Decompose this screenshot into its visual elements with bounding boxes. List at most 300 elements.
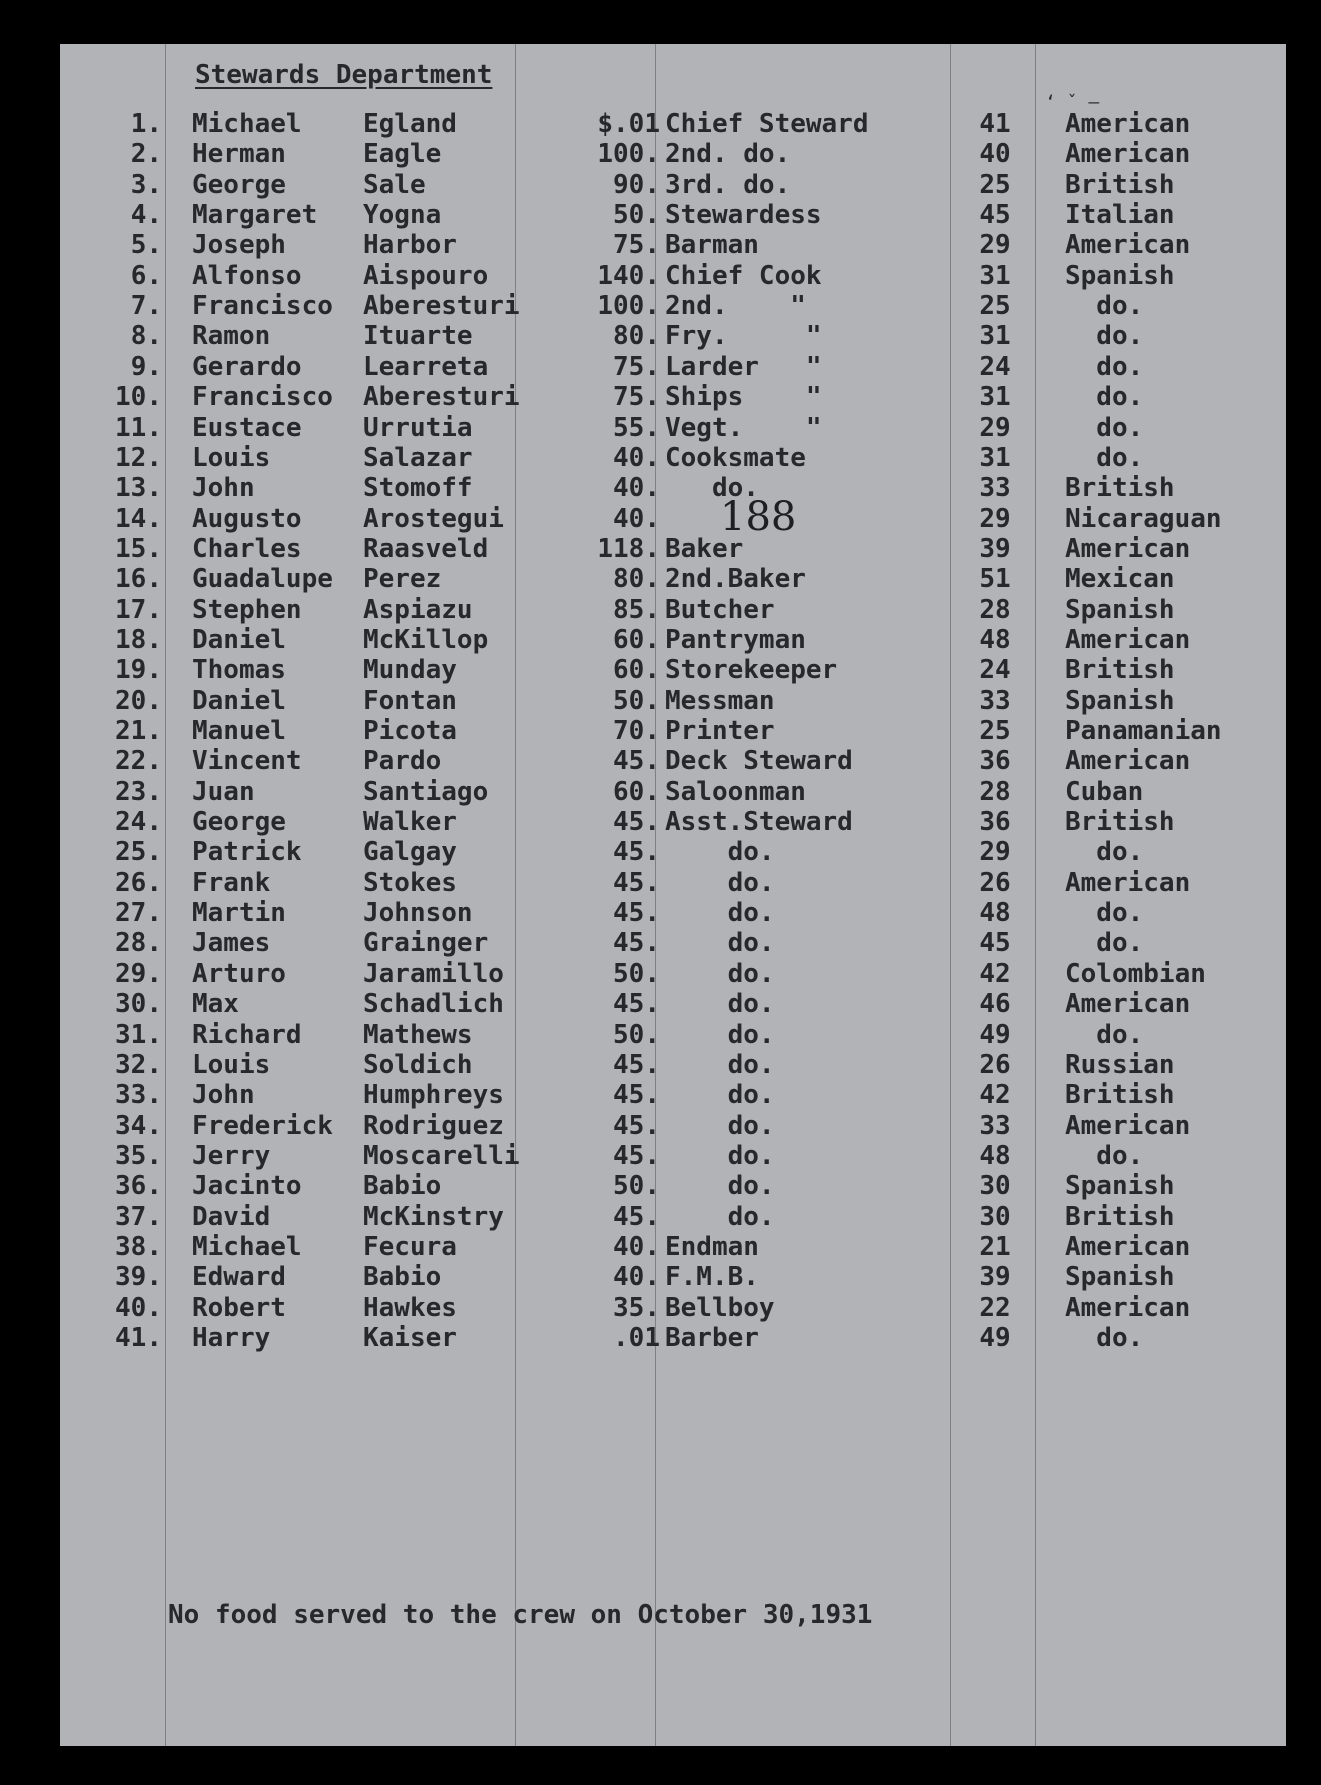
age: 45 <box>979 200 1011 231</box>
rating: Deck Steward <box>665 746 853 777</box>
age: 49 <box>979 1323 1011 1353</box>
rating: do. <box>665 1110 775 1141</box>
table-row <box>60 928 1286 958</box>
rating: Vegt. " <box>665 412 822 443</box>
last-name: Humphreys <box>363 1080 504 1111</box>
first-name: Eustace <box>192 412 302 443</box>
first-name: Margaret <box>192 200 318 231</box>
wage: 45. <box>613 1080 660 1111</box>
rating: Pantryman <box>665 624 806 655</box>
nationality: Spanish <box>1065 685 1175 716</box>
wage: 40. <box>613 1231 660 1262</box>
nationality: Colombian <box>1065 958 1206 989</box>
last-name: Pardo <box>363 746 442 777</box>
table-row <box>60 200 1286 230</box>
row-number: 26. <box>115 867 162 898</box>
first-name: Francisco <box>192 291 333 322</box>
table-row <box>60 321 1286 351</box>
first-name: Michael <box>192 1231 302 1262</box>
row-number: 39. <box>115 1262 162 1293</box>
nationality: do. <box>1065 898 1144 929</box>
age: 25 <box>979 291 1011 322</box>
last-name: Babio <box>363 1262 442 1293</box>
age: 31 <box>979 260 1011 291</box>
rating: do. <box>665 1140 775 1171</box>
wage: 140. <box>597 260 660 291</box>
age: 26 <box>979 1049 1011 1080</box>
age: 30 <box>979 1171 1011 1202</box>
nationality: do. <box>1065 1140 1144 1171</box>
nationality: do. <box>1065 1323 1144 1353</box>
wage: 35. <box>613 1292 660 1323</box>
nationality: Spanish <box>1065 594 1175 625</box>
nationality: British <box>1065 807 1175 838</box>
age: 45 <box>979 928 1011 959</box>
age: 29 <box>979 412 1011 443</box>
rating: Stewardess <box>665 200 822 231</box>
wage: 45. <box>613 837 660 868</box>
last-name: Galgay <box>363 837 457 868</box>
rating: do. <box>665 1171 775 1202</box>
last-name: Perez <box>363 564 442 595</box>
age: 51 <box>979 564 1011 595</box>
row-number: 31. <box>115 1019 162 1050</box>
last-name: Kaiser <box>363 1323 457 1353</box>
table-row <box>60 473 1286 503</box>
last-name: Mathews <box>363 1019 473 1050</box>
last-name: Ituarte <box>363 321 473 352</box>
nationality: Panamanian <box>1065 716 1222 746</box>
wage: 118. <box>597 533 660 564</box>
first-name: Stephen <box>192 594 302 625</box>
rating: Storekeeper <box>665 655 838 686</box>
row-number: 37. <box>115 1201 162 1232</box>
rating: 2nd.Baker <box>665 564 806 595</box>
page-number-stamp: 188 <box>720 494 797 540</box>
rating: 3rd. do. <box>665 169 791 200</box>
first-name: Jerry <box>192 1140 271 1171</box>
table-row <box>60 746 1286 776</box>
wage: 45. <box>613 867 660 898</box>
last-name: Salazar <box>363 442 473 473</box>
nationality: Cuban <box>1065 776 1144 807</box>
age: 48 <box>979 898 1011 929</box>
rating: do. <box>665 1019 775 1050</box>
age: 31 <box>979 382 1011 413</box>
age: 21 <box>979 1231 1011 1262</box>
wage: 45. <box>613 1140 660 1171</box>
nationality: do. <box>1065 1019 1144 1050</box>
table-row <box>60 382 1286 412</box>
wage: 50. <box>613 685 660 716</box>
nationality: do. <box>1065 442 1144 473</box>
first-name: Ramon <box>192 321 271 352</box>
rating: do. <box>665 837 775 868</box>
table-row <box>60 109 1286 139</box>
first-name: Richard <box>192 1019 302 1050</box>
age: 28 <box>979 776 1011 807</box>
first-name: Francisco <box>192 382 333 413</box>
table-row <box>60 898 1286 928</box>
rating: Saloonman <box>665 776 806 807</box>
table-row <box>60 1232 1286 1262</box>
nationality: do. <box>1065 291 1144 322</box>
row-number: 33. <box>115 1080 162 1111</box>
age: 36 <box>979 746 1011 777</box>
last-name: Eagle <box>363 139 442 170</box>
rating: Butcher <box>665 594 775 625</box>
first-name: George <box>192 807 286 838</box>
table-row <box>60 1020 1286 1050</box>
table-row <box>60 413 1286 443</box>
nationality: American <box>1065 746 1191 777</box>
wage: 45. <box>613 928 660 959</box>
last-name: Grainger <box>363 928 489 959</box>
last-name: Learreta <box>363 351 489 382</box>
wage: 40. <box>613 1262 660 1293</box>
wage: 40. <box>613 442 660 473</box>
row-number: 17. <box>115 594 162 625</box>
table-row <box>60 837 1286 867</box>
age: 46 <box>979 989 1011 1020</box>
first-name: Daniel <box>192 624 286 655</box>
nationality: American <box>1065 533 1191 564</box>
row-number: 32. <box>115 1049 162 1080</box>
first-name: Robert <box>192 1292 286 1323</box>
wage: $.01 <box>597 109 660 139</box>
age: 49 <box>979 1019 1011 1050</box>
age: 30 <box>979 1201 1011 1232</box>
nationality: Spanish <box>1065 1262 1175 1293</box>
last-name: Sale <box>363 169 426 200</box>
table-row <box>60 170 1286 200</box>
row-number: 6. <box>130 260 162 291</box>
row-number: 29. <box>115 958 162 989</box>
rating: do. <box>665 928 775 959</box>
last-name: Johnson <box>363 898 473 929</box>
wage: 60. <box>613 624 660 655</box>
last-name: Egland <box>363 109 457 139</box>
last-name: Walker <box>363 807 457 838</box>
last-name: Harbor <box>363 230 457 261</box>
nationality: British <box>1065 473 1175 504</box>
first-name: Thomas <box>192 655 286 686</box>
first-name: Frederick <box>192 1110 333 1141</box>
wage: 40. <box>613 503 660 534</box>
rating: Baker <box>665 533 744 564</box>
last-name: Urrutia <box>363 412 473 443</box>
rating: Barman <box>665 230 759 261</box>
rating: Fry. " <box>665 321 822 352</box>
manifest-page <box>60 44 1286 1746</box>
age: 39 <box>979 533 1011 564</box>
rating: do. <box>665 473 759 504</box>
row-number: 19. <box>115 655 162 686</box>
age: 28 <box>979 594 1011 625</box>
row-number: 10. <box>115 382 162 413</box>
last-name: Aberesturi <box>363 291 520 322</box>
wage: 60. <box>613 776 660 807</box>
first-name: Harry <box>192 1323 271 1353</box>
first-name: Manuel <box>192 716 286 746</box>
rating: Larder " <box>665 351 822 382</box>
age: 29 <box>979 503 1011 534</box>
first-name: John <box>192 473 255 504</box>
rating: do. <box>665 989 775 1020</box>
table-row <box>60 625 1286 655</box>
nationality: do. <box>1065 837 1144 868</box>
last-name: Yogna <box>363 200 442 231</box>
first-name: Patrick <box>192 837 302 868</box>
table-row <box>60 504 1286 534</box>
row-number: 9. <box>130 351 162 382</box>
first-name: Frank <box>192 867 271 898</box>
row-number: 25. <box>115 837 162 868</box>
wage: 50. <box>613 1019 660 1050</box>
row-number: 23. <box>115 776 162 807</box>
table-row <box>60 1141 1286 1171</box>
last-name: Aspiazu <box>363 594 473 625</box>
row-number: 28. <box>115 928 162 959</box>
table-row <box>60 1111 1286 1141</box>
age: 42 <box>979 958 1011 989</box>
first-name: James <box>192 928 271 959</box>
age: 48 <box>979 624 1011 655</box>
wage: 100. <box>597 291 660 322</box>
first-name: Alfonso <box>192 260 302 291</box>
section-heading: Stewards Department <box>195 60 493 90</box>
first-name: Augusto <box>192 503 302 534</box>
wage: 75. <box>613 382 660 413</box>
last-name: Jaramillo <box>363 958 504 989</box>
wage: .01 <box>613 1323 660 1353</box>
nationality: American <box>1065 1292 1191 1323</box>
age: 24 <box>979 655 1011 686</box>
wage: 50. <box>613 1171 660 1202</box>
nationality: American <box>1065 139 1191 170</box>
table-row <box>60 686 1286 716</box>
nationality: do. <box>1065 412 1144 443</box>
decorative-marks: ‘ ˇ — <box>1045 92 1100 113</box>
first-name: Michael <box>192 109 302 139</box>
age: 40 <box>979 139 1011 170</box>
table-row <box>60 1080 1286 1110</box>
first-name: Vincent <box>192 746 302 777</box>
wage: 75. <box>613 230 660 261</box>
row-number: 3. <box>130 169 162 200</box>
table-row <box>60 807 1286 837</box>
first-name: Edward <box>192 1262 286 1293</box>
wage: 45. <box>613 1201 660 1232</box>
first-name: Guadalupe <box>192 564 333 595</box>
last-name: Arostegui <box>363 503 504 534</box>
rating: Bellboy <box>665 1292 775 1323</box>
wage: 100. <box>597 139 660 170</box>
nationality: British <box>1065 1080 1175 1111</box>
nationality: American <box>1065 230 1191 261</box>
rating: do. <box>665 1080 775 1111</box>
row-number: 16. <box>115 564 162 595</box>
last-name: Hawkes <box>363 1292 457 1323</box>
row-number: 2. <box>130 139 162 170</box>
row-number: 1. <box>130 109 162 139</box>
last-name: Munday <box>363 655 457 686</box>
nationality: Nicaraguan <box>1065 503 1222 534</box>
row-number: 5. <box>130 230 162 261</box>
rating: do. <box>665 1201 775 1232</box>
table-row <box>60 139 1286 169</box>
rating: Chief Steward <box>665 109 869 139</box>
table-row <box>60 230 1286 260</box>
first-name: Charles <box>192 533 302 564</box>
table-row <box>60 1171 1286 1201</box>
nationality: Russian <box>1065 1049 1175 1080</box>
first-name: Jacinto <box>192 1171 302 1202</box>
rating: Asst.Steward <box>665 807 853 838</box>
wage: 60. <box>613 655 660 686</box>
first-name: George <box>192 169 286 200</box>
row-number: 41. <box>115 1323 162 1353</box>
nationality: American <box>1065 624 1191 655</box>
nationality: American <box>1065 1110 1191 1141</box>
age: 36 <box>979 807 1011 838</box>
row-number: 8. <box>130 321 162 352</box>
row-number: 22. <box>115 746 162 777</box>
table-row <box>60 564 1286 594</box>
wage: 45. <box>613 1110 660 1141</box>
rating: 2nd. do. <box>665 139 791 170</box>
table-row <box>60 1050 1286 1080</box>
rating: Cooksmate <box>665 442 806 473</box>
first-name: Joseph <box>192 230 286 261</box>
last-name: Santiago <box>363 776 489 807</box>
wage: 55. <box>613 412 660 443</box>
row-number: 12. <box>115 442 162 473</box>
nationality: British <box>1065 655 1175 686</box>
table-row <box>60 777 1286 807</box>
first-name: Louis <box>192 1049 271 1080</box>
age: 33 <box>979 685 1011 716</box>
age: 41 <box>979 109 1011 139</box>
row-number: 15. <box>115 533 162 564</box>
row-number: 20. <box>115 685 162 716</box>
wage: 45. <box>613 1049 660 1080</box>
row-number: 14. <box>115 503 162 534</box>
age: 25 <box>979 169 1011 200</box>
footnote: No food served to the crew on October 30,1931 <box>168 1600 873 1630</box>
row-number: 27. <box>115 898 162 929</box>
table-row <box>60 989 1286 1019</box>
rating: Messman <box>665 685 775 716</box>
nationality: British <box>1065 1201 1175 1232</box>
age: 26 <box>979 867 1011 898</box>
wage: 80. <box>613 564 660 595</box>
age: 22 <box>979 1292 1011 1323</box>
table-row <box>60 443 1286 473</box>
first-name: Juan <box>192 776 255 807</box>
rating: Printer <box>665 716 775 746</box>
nationality: Italian <box>1065 200 1175 231</box>
age: 33 <box>979 473 1011 504</box>
table-row <box>60 1323 1286 1353</box>
age: 29 <box>979 837 1011 868</box>
table-row <box>60 352 1286 382</box>
last-name: Rodriguez <box>363 1110 504 1141</box>
row-number: 30. <box>115 989 162 1020</box>
wage: 75. <box>613 351 660 382</box>
row-number: 7. <box>130 291 162 322</box>
table-row <box>60 655 1286 685</box>
row-number: 40. <box>115 1292 162 1323</box>
table-row <box>60 534 1286 564</box>
table-row <box>60 1262 1286 1292</box>
age: 39 <box>979 1262 1011 1293</box>
row-number: 36. <box>115 1171 162 1202</box>
table-row <box>60 261 1286 291</box>
row-number: 13. <box>115 473 162 504</box>
first-name: Gerardo <box>192 351 302 382</box>
nationality: do. <box>1065 321 1144 352</box>
last-name: Stokes <box>363 867 457 898</box>
last-name: McKillop <box>363 624 489 655</box>
rating: Endman <box>665 1231 759 1262</box>
nationality: do. <box>1065 382 1144 413</box>
first-name: John <box>192 1080 255 1111</box>
table-row <box>60 595 1286 625</box>
wage: 50. <box>613 958 660 989</box>
row-number: 21. <box>115 716 162 746</box>
table-row <box>60 716 1286 746</box>
last-name: Schadlich <box>363 989 504 1020</box>
last-name: Fontan <box>363 685 457 716</box>
row-number: 24. <box>115 807 162 838</box>
last-name: Raasveld <box>363 533 489 564</box>
nationality: Spanish <box>1065 260 1175 291</box>
nationality: American <box>1065 1231 1191 1262</box>
last-name: Babio <box>363 1171 442 1202</box>
row-number: 4. <box>130 200 162 231</box>
table-row <box>60 959 1286 989</box>
age: 25 <box>979 716 1011 746</box>
table-row <box>60 1202 1286 1232</box>
last-name: Aberesturi <box>363 382 520 413</box>
row-number: 38. <box>115 1231 162 1262</box>
last-name: Soldich <box>363 1049 473 1080</box>
wage: 50. <box>613 200 660 231</box>
wage: 45. <box>613 989 660 1020</box>
rating: do. <box>665 898 775 929</box>
table-row <box>60 291 1286 321</box>
age: 42 <box>979 1080 1011 1111</box>
first-name: Arturo <box>192 958 286 989</box>
rating: do. <box>665 958 775 989</box>
nationality: Mexican <box>1065 564 1175 595</box>
nationality: do. <box>1065 928 1144 959</box>
first-name: Louis <box>192 442 271 473</box>
row-number: 11. <box>115 412 162 443</box>
age: 33 <box>979 1110 1011 1141</box>
row-number: 35. <box>115 1140 162 1171</box>
first-name: Herman <box>192 139 286 170</box>
last-name: McKinstry <box>363 1201 504 1232</box>
age: 24 <box>979 351 1011 382</box>
rating: do. <box>665 867 775 898</box>
wage: 85. <box>613 594 660 625</box>
nationality: do. <box>1065 351 1144 382</box>
nationality: American <box>1065 867 1191 898</box>
last-name: Stomoff <box>363 473 473 504</box>
row-number: 34. <box>115 1110 162 1141</box>
